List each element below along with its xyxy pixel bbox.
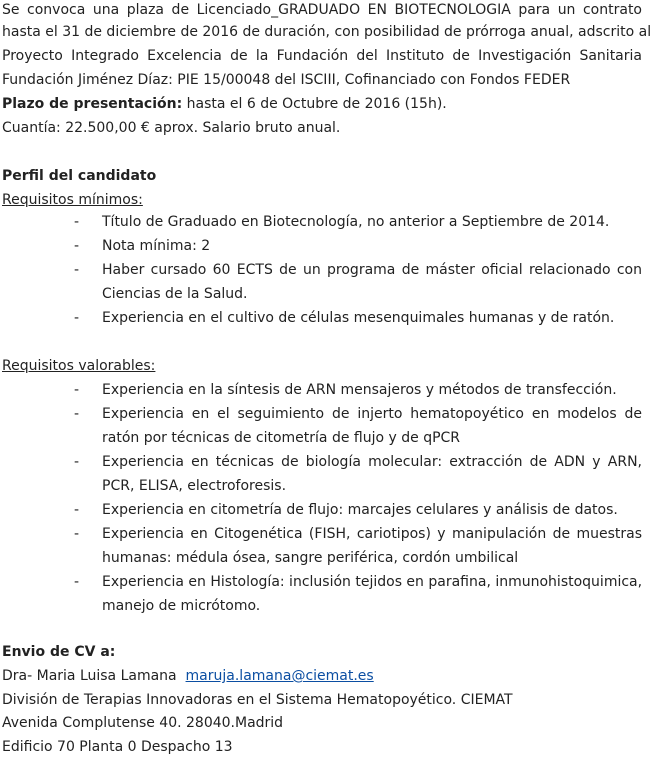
list-dash: - [74,406,80,422]
deadline [2,94,447,114]
list-dash: - [74,454,80,470]
contact-person [2,666,374,686]
list-item-line-2: humanas: médula ósea, sangre periférica, cordón umbilical [102,550,519,566]
list-dash: - [74,526,80,542]
contact-address: Avenida Complutense 40. 28040.Madrid [2,715,284,731]
deadline-value: hasta el 6 de Octubre de 2016 (15h). [182,96,447,112]
list-item [102,522,642,570]
list-item [102,402,642,450]
list-item [102,450,642,498]
list-item: Experiencia en citometría de flujo: marcajes celulares y análisis de datos. [102,502,618,518]
list-item: Nota mínima: 2 [102,238,211,254]
list-item-line-1: Experiencia en técnicas de biología molecular: extracción de ADN y ARN, [102,454,642,470]
list-item-line-1: Experiencia en Citogenética (FISH, cariotipos) y manipulación de muestras [102,526,642,542]
intro-line-1: Se convoca una plaza de Licenciado_GRADUADO EN BIOTECNOLOGIA para un contrato [2,2,642,18]
intro-line-3: Proyecto Integrado Excelencia de la Fundación del Instituto de Investigación Sanitaria [2,48,642,64]
contact-email-link[interactable]: maruja.lamana@ciemat.es [185,668,374,684]
contact-office: Edificio 70 Planta 0 Despacho 13 [2,739,233,755]
list-item [102,570,642,618]
amount: Cuantía: 22.500,00 € aprox. Salario bruto anual. [2,120,341,136]
list-item-line-2: manejo de micrótomo. [102,598,261,614]
list-item-line-2: Ciencias de la Salud. [102,286,248,302]
list-item-line-1: Experiencia en Histología: inclusión tejidos en parafina, inmunohistoquimica, [102,574,643,590]
deadline-label: Plazo de presentación: [2,96,183,112]
list-item-line-2: ratón por técnicas de citometría de flujo y de qPCR [102,430,461,446]
list-dash: - [74,262,80,278]
list-dash: - [74,214,80,230]
contact-heading: Envio de CV a: [2,644,116,660]
list-dash: - [74,310,80,326]
intro-line-4: Fundación Jiménez Díaz: PIE 15/00048 del ISCIII, Cofinanciado con Fondos FEDER [2,72,571,88]
list-item-line-1: Experiencia en el seguimiento de injerto hematopoyético en modelos de [102,406,642,422]
minimum-requirements-heading: Requisitos mínimos: [2,192,143,208]
list-dash: - [74,382,80,398]
list-item-line-1: Haber cursado 60 ECTS de un programa de máster oficial relacionado con [102,262,642,278]
valued-requirements-heading: Requisitos valorables: [2,358,156,374]
list-item [102,258,642,306]
contact-department: División de Terapias Innovadoras en el Sistema Hematopoyético. CIEMAT [2,692,513,708]
list-item: Título de Graduado en Biotecnología, no anterior a Septiembre de 2014. [102,214,610,230]
list-dash: - [74,502,80,518]
contact-name: Dra- Maria Luisa Lamana [2,668,186,684]
list-item: Experiencia en la síntesis de ARN mensajeros y métodos de transfección. [102,382,617,398]
intro-line-2: hasta el 31 de diciembre de 2016 de duración, con posibilidad de prórroga anual, adscrito al [2,24,652,40]
list-dash: - [74,574,80,590]
list-item-line-2: PCR, ELISA, electroforesis. [102,478,287,494]
list-item: Experiencia en el cultivo de células mesenquimales humanas y de ratón. [102,310,615,326]
list-dash: - [74,238,80,254]
profile-heading: Perfil del candidato [2,168,157,184]
